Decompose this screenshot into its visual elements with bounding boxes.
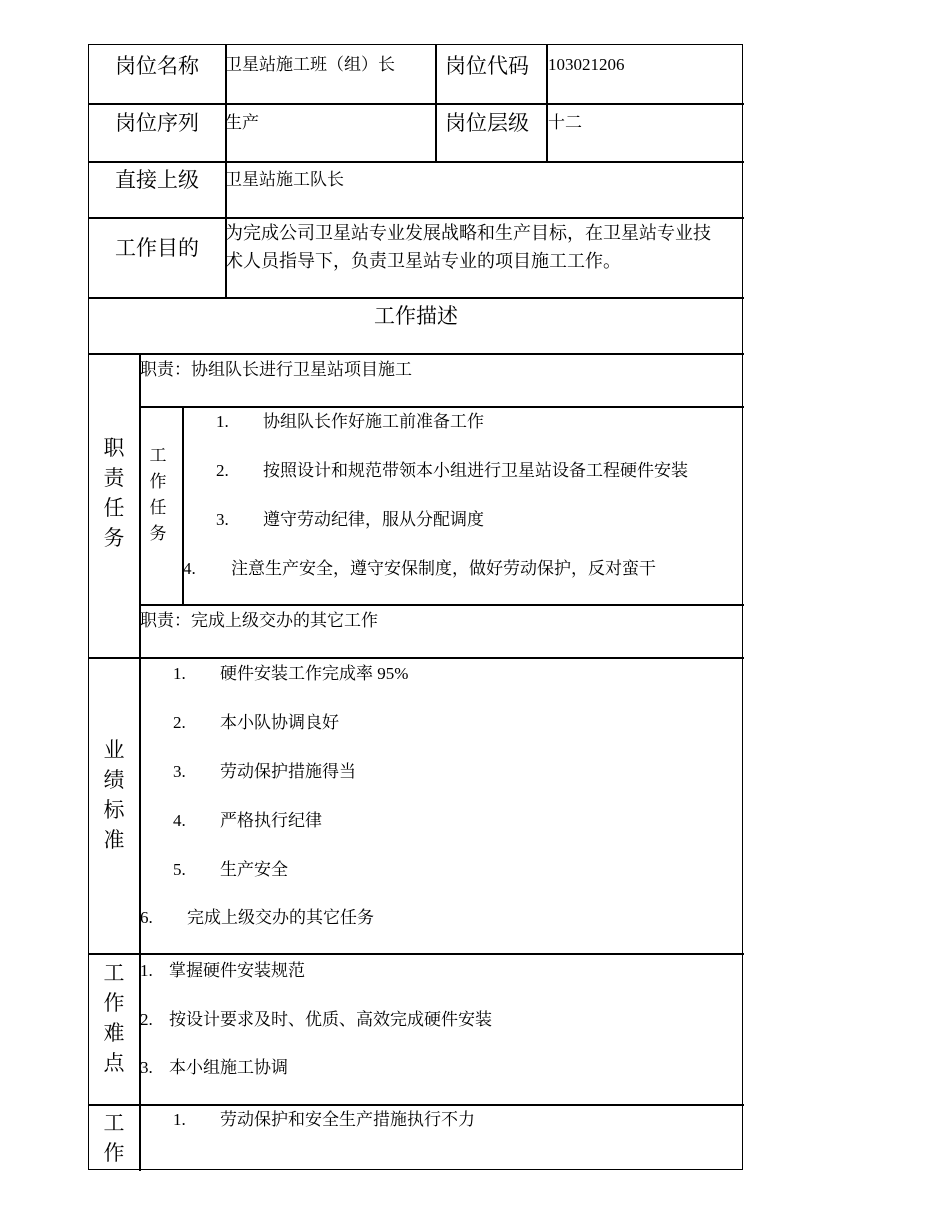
perf-text-2: 本小队协调良好 bbox=[220, 713, 339, 732]
perf-text-1: 硬件安装工作完成率 95% bbox=[220, 664, 409, 683]
duty-2: 职责：完成上级交办的其它工作 bbox=[140, 611, 378, 630]
perf-text-3: 劳动保护措施得当 bbox=[220, 762, 356, 781]
job-description-form bbox=[88, 44, 743, 1170]
duties-label: 职责任务 bbox=[103, 436, 125, 550]
post-level-value: 十二 bbox=[548, 113, 582, 132]
purpose-label: 工作目的 bbox=[115, 236, 199, 260]
difficulties-label: 工作难点 bbox=[103, 961, 125, 1075]
task-num-3: 3. bbox=[216, 510, 229, 529]
task-text-3: 遵守劳动纪律，服从分配调度 bbox=[263, 510, 484, 529]
perf-text-4: 严格执行纪律 bbox=[220, 811, 322, 830]
perf-text-5: 生产安全 bbox=[220, 860, 288, 879]
post-series-value: 生产 bbox=[225, 113, 259, 132]
post-name-value: 卫星站施工班（组）长 bbox=[225, 55, 395, 74]
diff-text-2: 按设计要求及时、优质、高效完成硬件安装 bbox=[169, 1010, 492, 1029]
post-level-label: 岗位层级 bbox=[445, 111, 529, 135]
performance-label: 业绩标准 bbox=[103, 738, 125, 852]
last-text-1: 劳动保护和安全生产措施执行不力 bbox=[220, 1110, 475, 1129]
row-divider bbox=[89, 657, 744, 659]
purpose-line-1: 为完成公司卫星站专业发展战略和生产目标，在卫星站专业技 bbox=[225, 223, 711, 243]
row-divider bbox=[89, 103, 744, 105]
diff-text-3: 本小组施工协调 bbox=[169, 1058, 288, 1077]
diff-text-1: 掌握硬件安装规范 bbox=[169, 961, 305, 980]
task-num-2: 2. bbox=[216, 461, 229, 480]
perf-num-3: 3. bbox=[173, 762, 186, 781]
task-text-1: 协组队长作好施工前准备工作 bbox=[263, 412, 484, 431]
post-code-value: 103021206 bbox=[548, 55, 625, 74]
perf-num-6: 6. bbox=[140, 908, 153, 927]
perf-num-4: 4. bbox=[173, 811, 186, 830]
description-title: 工作描述 bbox=[374, 304, 458, 328]
last-num-1: 1. bbox=[173, 1110, 186, 1129]
perf-num-2: 2. bbox=[173, 713, 186, 732]
post-series-label: 岗位序列 bbox=[115, 111, 199, 135]
superior-value: 卫星站施工队长 bbox=[225, 170, 344, 189]
last-section-label: 工作 bbox=[103, 1111, 125, 1165]
row-divider bbox=[89, 217, 744, 219]
diff-num-1: 1. bbox=[140, 961, 153, 980]
col-divider bbox=[139, 353, 141, 1171]
post-code-label: 岗位代码 bbox=[445, 54, 529, 78]
col-divider bbox=[435, 45, 437, 161]
row-divider bbox=[89, 1104, 744, 1106]
post-name-label: 岗位名称 bbox=[115, 54, 199, 78]
task-label: 工作任务 bbox=[149, 446, 167, 544]
perf-num-1: 1. bbox=[173, 664, 186, 683]
purpose-line-2: 术人员指导下，负责卫星站专业的项目施工工作。 bbox=[225, 251, 621, 271]
diff-num-3: 3. bbox=[140, 1058, 153, 1077]
row-divider bbox=[140, 604, 744, 606]
superior-label: 直接上级 bbox=[115, 168, 199, 192]
row-divider bbox=[140, 406, 744, 408]
row-divider bbox=[89, 161, 744, 163]
duty-1: 职责：协组队长进行卫星站项目施工 bbox=[140, 360, 412, 379]
task-text-4: 注意生产安全，遵守安保制度，做好劳动保护，反对蛮干 bbox=[231, 559, 656, 578]
task-num-1: 1. bbox=[216, 412, 229, 431]
row-divider bbox=[89, 953, 744, 955]
perf-text-6: 完成上级交办的其它任务 bbox=[187, 908, 374, 927]
perf-num-5: 5. bbox=[173, 860, 186, 879]
row-divider bbox=[89, 297, 744, 299]
task-text-2: 按照设计和规范带领本小组进行卫星站设备工程硬件安装 bbox=[263, 461, 688, 480]
row-divider bbox=[89, 353, 744, 355]
diff-num-2: 2. bbox=[140, 1010, 153, 1029]
task-num-4: 4. bbox=[183, 559, 196, 578]
